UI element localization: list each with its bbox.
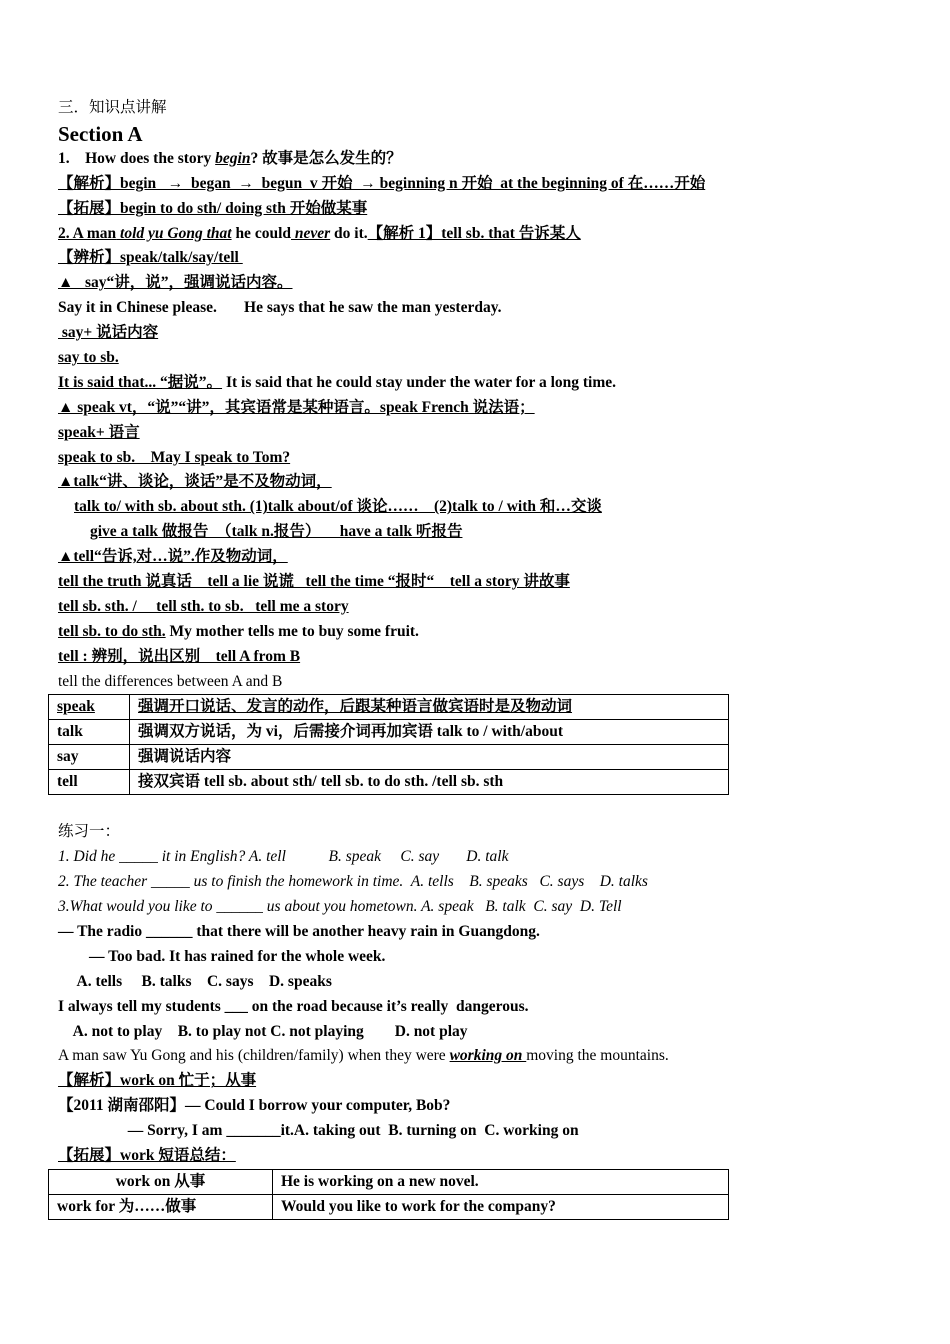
yugong-sentence: A man saw Yu Gong and his (children/family) when they were working on moving the mountains. xyxy=(58,1047,669,1065)
table-row xyxy=(49,720,729,745)
table-cell-phrase: work on 从事 xyxy=(49,1169,273,1194)
table-cell-phrase: work for 为……做事 xyxy=(49,1194,273,1219)
differences-line: tell the differences between A and B xyxy=(58,672,283,690)
extension-work: 【拓展】work 短语总结： xyxy=(58,1146,236,1164)
practice-title: 练习一： xyxy=(58,823,121,841)
say-example: Say it in Chinese please. He says that he saw the man yesterday. xyxy=(58,299,502,317)
say-title: ▲ say“讲，说”，强调说话内容。 xyxy=(58,274,293,292)
exercise-4-options: A. tells B. talks C. says D. speaks xyxy=(58,972,332,990)
key-word-begin: begin xyxy=(215,149,251,167)
table-cell-desc: 强调双方说话，为 vi，后需接介词再加宾语 talk to / with/about xyxy=(130,720,729,745)
question-1: 1. How does the story begin? 故事是怎么发生的？ xyxy=(58,149,402,167)
section-heading: 三．知识点讲解 xyxy=(58,99,167,116)
speak-to: speak to sb. May I speak to Tom? xyxy=(58,448,291,466)
table-cell-desc: 强调开口说话、发言的动作，后跟某种语言做宾语时是及物动词 xyxy=(130,695,729,720)
speak-title: ▲ speak vt，“说”“讲”，其宾语常是某种语言。speak French 说法语； xyxy=(58,398,535,416)
say-to: say to sb. xyxy=(58,349,119,367)
table-cell-word: talk xyxy=(49,720,130,745)
table-cell-word: tell xyxy=(49,770,130,795)
table-cell-desc: 强调说话内容 xyxy=(130,745,729,770)
table-row xyxy=(49,1169,729,1194)
exercise-4-reply: — Too bad. It has rained for the whole week. xyxy=(58,947,386,965)
table-row xyxy=(49,770,729,795)
table-cell-desc: 接双宾语 tell sb. about sth/ tell sb. to do sth. /tell sb. sth xyxy=(130,770,729,795)
exam-options: — Sorry, I am _______it.A. taking out B. turning on C. working on xyxy=(58,1122,579,1140)
exercise-3: 3.What would you like to ______ us about you hometown. A. speak B. talk C. say D. Tell xyxy=(58,898,622,916)
distinguish-heading: 【辨析】speak/talk/say/tell xyxy=(58,249,243,267)
tell-line-2: tell sb. sth. / tell sth. to sb. tell me a story xyxy=(58,597,349,615)
talk-title: ▲talk“讲、谈论，谈话”是不及物动词， xyxy=(58,473,332,491)
tell-line-3: tell sb. to do sth. My mother tells me to buy some fruit. xyxy=(58,622,419,640)
analysis-begin: 【解析】begin → began → begun v 开始 → beginning n 开始 at the beginning of 在……开始 xyxy=(58,174,706,192)
exercise-5-options: A. not to play B. to play not C. not playing D. not play xyxy=(58,1022,468,1040)
differences-table xyxy=(48,694,729,795)
extension-begin: 【拓展】begin to do sth/ doing sth 开始做某事 xyxy=(58,199,368,217)
tell-line-4: tell : 辨别，说出区别 tell A from B xyxy=(58,647,301,665)
table-row xyxy=(49,745,729,770)
analysis-work-on: 【解析】work on 忙于；从事 xyxy=(58,1072,257,1090)
section-title: Section A xyxy=(58,121,143,146)
table-cell-example: Would you like to work for the company? xyxy=(273,1194,729,1219)
speak-plus: speak+ 语言 xyxy=(58,423,140,441)
talk-line-2: give a talk 做报告 （talk n.报告） have a talk 听报告 xyxy=(90,523,463,541)
exercise-1: 1. Did he _____ it in English? A. tell B. speak C. say D. talk xyxy=(58,848,509,866)
document-page xyxy=(58,96,938,1220)
tell-line-1: tell the truth 说真话 tell a lie 说谎 tell the time “报时“ tell a story 讲故事 xyxy=(58,573,570,591)
talk-line-1: talk to/ with sb. about sth. (1)talk about/of 谈论…… (2)talk to / with 和…交谈 xyxy=(74,498,602,516)
table-cell-word: speak xyxy=(49,695,130,720)
table-cell-word: say xyxy=(49,745,130,770)
table-row xyxy=(49,695,729,720)
work-phrases-table xyxy=(48,1169,729,1220)
exam-question: 【2011 湖南邵阳】— Could I borrow your computer, Bob? xyxy=(58,1097,451,1115)
exercise-4-question: — The radio ______ that there will be another heavy rain in Guangdong. xyxy=(58,922,540,940)
question-2: 2. A man told yu Gong that he could never do it.【解析 1】tell sb. that 告诉某人 xyxy=(58,224,581,242)
said-that: It is said that... “据说”。 It is said that he could stay under the water for a long time. xyxy=(58,373,617,391)
tell-title: ▲tell“告诉,对…说”.作及物动词， xyxy=(58,548,288,566)
table-row xyxy=(49,1194,729,1219)
exercise-5-question: I always tell my students ___ on the road because it’s really dangerous. xyxy=(58,997,529,1015)
table-cell-example: He is working on a new novel. xyxy=(273,1169,729,1194)
say-plus: say+ 说话内容 xyxy=(58,324,159,342)
exercise-2: 2. The teacher _____ us to finish the homework in time. A. tells B. speaks C. says D. talks xyxy=(58,873,648,891)
